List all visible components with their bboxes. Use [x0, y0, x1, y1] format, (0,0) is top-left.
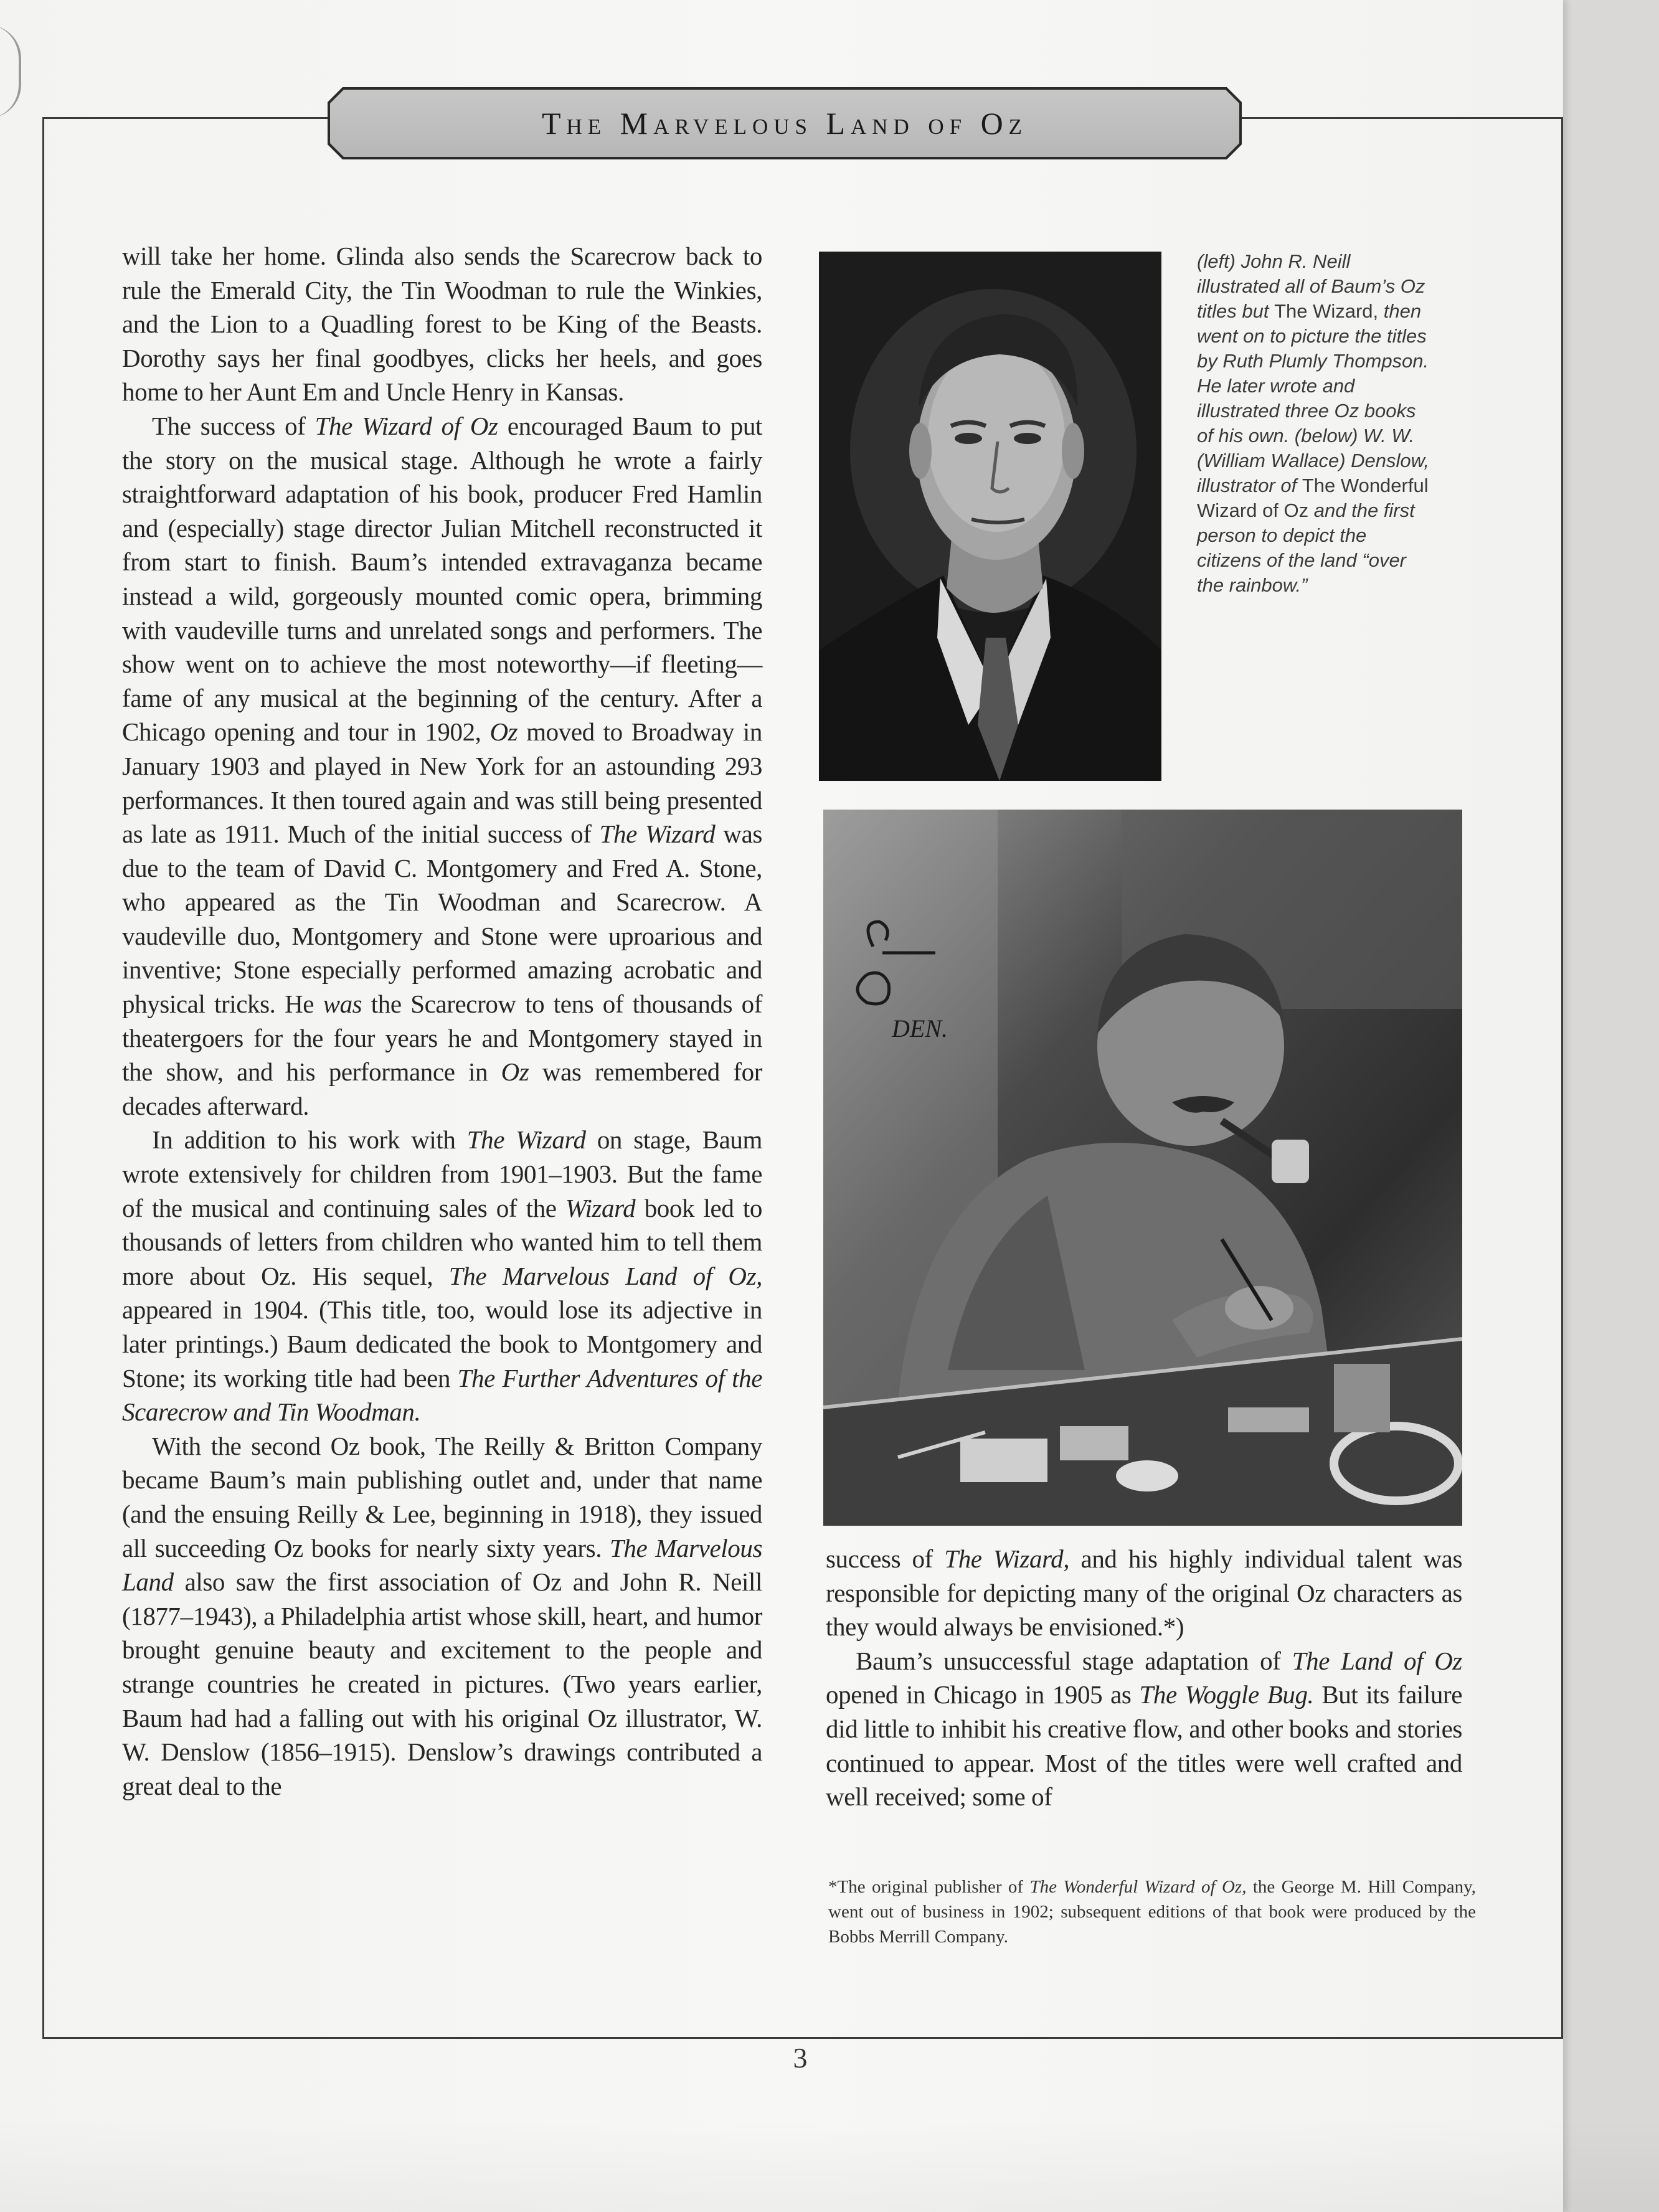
italic-text-run: The Wizard of Oz [314, 411, 498, 440]
text-run: book led to thousands of letters from children who wanted him to tell them more about Oz. His sequel, [122, 1193, 762, 1290]
text-run: Baum’s unsuccessful stage adaptation of [856, 1646, 1292, 1675]
text-run: and his highly individual talent was responsible for depicting many of the original Oz characters as they would always be envisioned.*) [826, 1544, 1462, 1642]
text-run: the Scarecrow to tens of thousands of theatergoers for the four years he and Montgomery stayed in the show, and his performance in [122, 990, 763, 1087]
text-run: moved to Broadway in January 1903 and played in New York for an astounding 293 performances. It then toured again and was still being presented as late as 1911. Much of the initial success of [122, 717, 762, 849]
text-run: *The original publisher of [828, 1877, 1030, 1897]
text-run: will take her home. Glinda also sends the Scarecrow back to rule the Emerald City, the Tin Woodman to rule the Winkies, and the Lion to a Quadling forest to be King of the Beasts. Dorothy says her final goodbyes, clicks her heels, and goes home to her Aunt Em and Uncle Henry in Kansas. [122, 242, 762, 407]
paragraph [826, 1542, 1462, 1644]
previous-page-edge [0, 25, 21, 118]
text-run: also saw the first association of Oz and John R. Neill (1877–1943), a Philadelphia artist whose skill, heart, and humor brought genuine beauty and excitement to the people and strange countries he created in pictures. (Two years earlier, Baum had had a falling out with his original Oz illustrator, W. W. Denslow (1856–1915). Denslow’s drawings contributed a great deal to the [122, 1567, 762, 1800]
text-run: encouraged Baum to put the story on the musical stage. Although he wrote a fairly straightforward adaptation of his book, producer Fred Hamlin and (especially) stage director Julian Mitchell reconstructed it from start to finish. Baum’s intended extravaganza became instead a wild, gorgeously mounted comic opera, brimming with vaudeville turns and unrelated songs and performers. The show went on to achieve the most noteworthy—if fleeting—fame of any musical at the beginning of the century. After a Chicago opening and tour in 1902, [122, 411, 762, 747]
footnote [828, 1874, 1476, 1949]
running-header-title: The Marvelous Land of Oz [541, 106, 1028, 141]
page-number: 3 [793, 2042, 808, 2074]
italic-text-run: The Marvelous Land of Oz, [448, 1261, 762, 1290]
italic-text-run: Wizard [565, 1193, 636, 1222]
text-run: was due to the team of David C. Montgomery and Fred A. Stone, who appeared as the Tin Woodman and Scarecrow. A vaudeville duo, Montgomery and Stone were uproarious and inventive; Stone especially performed amazing acrobatic and physical tricks. He [122, 820, 762, 1019]
italic-text-run: The Wizard, [944, 1544, 1070, 1573]
paragraph [122, 239, 762, 409]
text-run: success of [826, 1544, 945, 1573]
italic-text-run: The Marvelous Land [122, 1533, 763, 1597]
paragraph [122, 409, 762, 1123]
italic-text-run: The Woggle Bug. [1139, 1680, 1314, 1709]
italic-text-run: The Land of Oz [1292, 1646, 1462, 1675]
italic-text-run: The Wonderful Wizard of Oz, [1029, 1877, 1247, 1897]
right-text-column [826, 1542, 1462, 1814]
signature-text: DEN. [892, 1014, 948, 1042]
neill-portrait-photo [819, 252, 1161, 781]
italic-text-run: then went on to picture the titles by Ruth Plumly Thompson. He later wrote and illustrated three Oz books of his own. (below) W. W. (William Wallace) Denslow, illustrator of [1197, 300, 1429, 496]
photo-caption [1197, 249, 1434, 598]
left-text-column [122, 239, 762, 1803]
text-run: The Wonderful Wizard of Oz [1197, 475, 1429, 521]
bottom-shadow [0, 2117, 1659, 2212]
italic-text-run: The Further Adventures of the Scarecrow and Tin Woodman. [122, 1363, 762, 1427]
italic-text-run: was [323, 990, 362, 1019]
text-run: appeared in 1904. (This title, too, would lose its adjective in later printings.) Baum dedicated the book to Montgomery and Stone; its working title had been [122, 1295, 762, 1392]
paragraph [122, 1123, 762, 1429]
denslow-photo [823, 810, 1462, 1526]
italic-text-run: Oz [489, 717, 518, 747]
italic-text-run: Oz [501, 1057, 529, 1087]
paragraph [826, 1644, 1462, 1814]
text-run: In addition to his work with [152, 1125, 467, 1155]
italic-text-run: The Wizard [599, 820, 716, 849]
italic-text-run: (left) John R. Neill illustrated all of Baum’s Oz titles but [1197, 250, 1425, 322]
text-run: the George M. Hill Company, went out of business in 1902; subsequent editions of that book were produced by the Bobbs Merrill Company. [828, 1877, 1476, 1947]
paragraph [122, 1429, 762, 1803]
denslow-drawing-illustration [823, 810, 1462, 1526]
neill-portrait-illustration [819, 252, 1161, 781]
italic-text-run: The Wizard [466, 1125, 586, 1155]
text-run: The Wizard, [1274, 300, 1379, 322]
text-run: The success of [152, 411, 315, 440]
italic-text-run: and the first person to depict the citizens of the land “over the rainbow.” [1197, 499, 1415, 596]
text-run: With the second Oz book, The Reilly & Britton Company became Baum’s main publishing outlet and, under that name (and the ensuing Reilly & Lee, beginning in 1918), they issued all succeeding Oz books for nearly sixty years. [122, 1431, 762, 1562]
text-run: was remembered for decades afterward. [122, 1057, 762, 1120]
text-run: opened in Chicago in 1905 as [826, 1680, 1140, 1709]
text-run: But its failure did little to inhibit his creative flow, and other books and stories continued to appear. Most of the titles were well crafted and well received; some of [826, 1680, 1462, 1812]
text-run: on stage, Baum wrote extensively for children from 1901–1903. But the fame of the musical and continuing sales of the [122, 1125, 762, 1222]
